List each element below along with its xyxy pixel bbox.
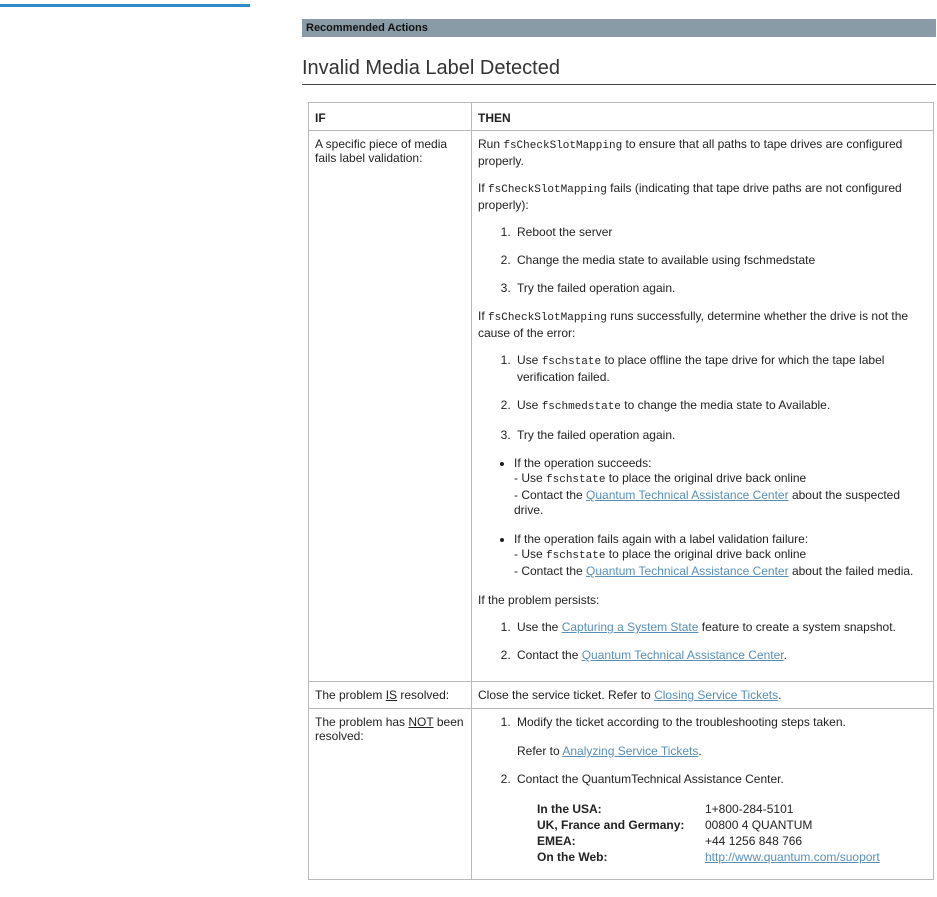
steps-list-success	[478, 353, 927, 443]
contact-row	[537, 817, 880, 833]
contact-value: 00800 4 QUANTUM	[705, 818, 813, 832]
list-item	[514, 456, 927, 518]
capturing-system-state-link[interactable]: Capturing a System State	[561, 620, 699, 634]
command-code: fschstate	[546, 474, 606, 486]
command-code: fschmedstate	[541, 401, 621, 413]
text: Use the	[517, 620, 562, 634]
qtac-link[interactable]: Quantum Technical Assistance Center	[586, 564, 789, 578]
command-code: fschstate	[546, 550, 606, 562]
table-row	[309, 131, 934, 682]
list-item: 3. Try the failed operation again.	[514, 428, 927, 443]
text: The problem	[315, 688, 386, 702]
text: If the operation succeeds:	[514, 456, 652, 470]
text: Run	[478, 137, 504, 151]
text: - Contact the	[514, 488, 587, 502]
if-cell: A specific piece of media fails label validation:	[309, 131, 472, 682]
text: If the operation fails again with a label validation failure:	[514, 532, 809, 546]
list-item	[514, 532, 927, 579]
then-cell	[472, 709, 934, 880]
column-header-then: THEN	[472, 103, 934, 131]
text: The problem has	[315, 715, 409, 729]
text: .	[698, 744, 702, 758]
text: Use	[517, 353, 542, 367]
contact-value	[705, 849, 880, 865]
list-item	[514, 353, 927, 385]
contact-row	[537, 833, 880, 849]
list-item	[514, 398, 927, 415]
text: to ensure that all paths to tape drives are configured properly.	[478, 137, 903, 168]
contact-value: +44 1256 848 766	[705, 834, 803, 848]
top-accent-rule	[0, 4, 250, 7]
command-code: fsCheckSlotMapping	[488, 312, 607, 324]
text: If	[478, 309, 489, 323]
contact-row	[537, 801, 880, 817]
list-item: 2. Change the media state to available using fschmedstate	[514, 253, 927, 268]
paragraph	[478, 137, 927, 169]
table-row	[309, 682, 934, 709]
paragraph	[517, 744, 927, 759]
list-item	[514, 715, 927, 759]
text: If	[478, 181, 489, 195]
list-item	[514, 620, 927, 635]
text: .	[783, 648, 787, 662]
text: Contact the QuantumTechnical Assistance Center.	[517, 772, 784, 786]
text: Contact the	[517, 648, 582, 662]
text: resolved:	[397, 688, 450, 702]
list-item	[514, 648, 927, 663]
steps-list-fail	[478, 225, 927, 296]
text: about the failed media.	[788, 564, 914, 578]
text: to change the media state to Available.	[620, 398, 831, 412]
text: about the suspected drive.	[514, 488, 901, 517]
text: NOT	[408, 715, 434, 729]
table-row	[309, 709, 934, 880]
text: been resolved:	[315, 715, 464, 743]
text: Close the service ticket. Refer to	[478, 688, 655, 702]
text: to place the original drive back online	[605, 471, 807, 485]
text: fails (indicating that tape drive paths are not configured properly):	[478, 181, 902, 212]
list-item: 1. Reboot the server	[514, 225, 927, 240]
command-code: fsCheckSlotMapping	[503, 140, 623, 152]
contact-value: 1+800-284-5101	[705, 802, 794, 816]
qtac-link[interactable]: Quantum Technical Assistance Center	[581, 648, 784, 662]
then-cell	[472, 682, 934, 709]
paragraph: If the problem persists:	[478, 593, 600, 607]
list-item	[514, 772, 927, 865]
column-header-if: IF	[309, 103, 472, 131]
actions-table	[308, 102, 934, 880]
text: Refer to	[517, 744, 563, 758]
contact-label: In the USA:	[537, 802, 602, 816]
text: runs successfully, determine whether the drive is not the cause of the error:	[478, 309, 909, 340]
closing-service-tickets-link[interactable]: Closing Service Tickets	[654, 688, 779, 702]
list-item: 3. Try the failed operation again.	[514, 281, 927, 296]
text: feature to create a system snapshot.	[698, 620, 896, 634]
command-code: fsCheckSlotMapping	[488, 184, 607, 196]
steps-list-unresolved	[478, 715, 927, 865]
contact-label: UK, France and Germany:	[537, 818, 685, 832]
text: Use	[517, 398, 542, 412]
contact-label: On the Web:	[537, 850, 608, 864]
outcome-bullets	[478, 456, 927, 579]
text: - Use	[514, 471, 547, 485]
steps-list-persist	[478, 620, 927, 663]
text: - Contact the	[514, 564, 587, 578]
if-cell	[309, 682, 472, 709]
text: IS	[385, 688, 398, 702]
qtac-link[interactable]: Quantum Technical Assistance Center	[586, 488, 789, 502]
text: - Use	[514, 547, 547, 561]
paragraph	[478, 309, 927, 341]
contact-table	[537, 801, 880, 865]
quantum-support-url-link[interactable]: http://www.quantum.com/suoport	[705, 850, 880, 864]
if-cell	[309, 709, 472, 880]
text: .	[778, 688, 782, 702]
contact-label: EMEA:	[537, 834, 576, 848]
text: Modify the ticket according to the troubleshooting steps taken.	[517, 715, 846, 729]
table-header-row	[309, 103, 934, 131]
contact-row	[537, 849, 880, 865]
then-cell	[472, 131, 934, 682]
analyzing-service-tickets-link[interactable]: Analyzing Service Tickets	[562, 744, 699, 758]
section-header-bar: Recommended Actions	[302, 19, 936, 37]
page-title: Invalid Media Label Detected	[302, 57, 936, 85]
command-code: fschstate	[541, 356, 602, 368]
text: to place offline the tape drive for which the tape label verification failed.	[517, 353, 885, 384]
paragraph	[478, 181, 927, 213]
text: to place the original drive back online	[605, 547, 807, 561]
